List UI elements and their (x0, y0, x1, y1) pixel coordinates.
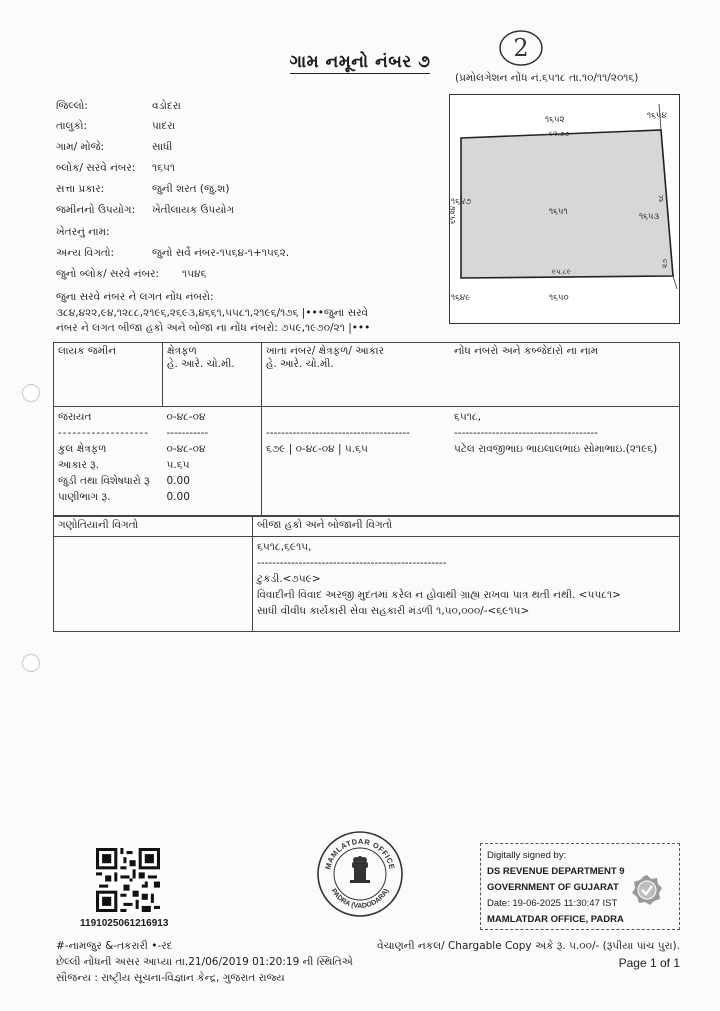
area-values-cell: ૦-૪૮-૦૪ ----------- ૦-૪૮-૦૪ ૫.૬૫ 0.00 0.00 (163, 407, 262, 516)
owner-name: પટેલ રાવજીભાઇ ભાઇલાલભાઇ સોમાભાઇ.(૨૧૯૬) (454, 443, 658, 455)
handwritten-digit: 2 (513, 34, 529, 62)
last-entry-status: છેલ્લી નોંધની અસર આપ્યા તા.21/06/2019 01:20:19 ની સ્થિતિએ (56, 956, 353, 968)
old-survey-notes (56, 290, 446, 337)
seal-top-text: MAMLATDAR OFFICE (323, 836, 397, 871)
old-notes-rights: નંબર ને લગત બીજા હકો અને બોજા ના નોંધ નંબરો: ૭૫૯,૧૯૭૦/૨૧ |••• (56, 322, 371, 334)
map-label-north: ૧૬૫૨ (545, 115, 565, 125)
emblem-icon (350, 856, 370, 883)
table-header-row (54, 343, 680, 407)
col-area: ક્ષેત્રફળ હે. આરે. ચો.મી. (163, 343, 262, 407)
punch-hole (22, 654, 40, 672)
map-dim-se: ૨૭ (661, 259, 669, 268)
parcel-polygon (461, 130, 673, 278)
col-owners: નોંધ નંબરો અને કબ્જેદારો ના નામ (450, 343, 680, 407)
account-cell: -------------------------------------- ૬૭૯ | ૦-૪૮-૦૪ | ૫.૬૫ (262, 407, 451, 516)
rights-entry: વિવાદીની વિવાદ અરજી મુદતમાં કરેલ ન હોવાથી ગ્રાહ્ય રાખવા પાત્ર થતી નથી. <૫૫૮૧> (257, 589, 621, 601)
rights-entry: સાધી વીવીધ કાર્યકારી સેવા સહકારી મંડળી ૧,૫૦,૦૦૦/-<૬૯૧૫> (257, 605, 530, 617)
map-dim-north: ૯૨.૭૭ (549, 130, 570, 138)
owner-cell: ૬૫૧૮, -------------------------------------- પટેલ રાવજીભાઇ ભાઇલાલભાઇ સોમાભાઇ.(૨૧૯૬) (450, 407, 680, 516)
account-entry: ૬૭૯ | ૦-૪૮-૦૪ | ૫.૬૫ (266, 443, 368, 455)
note-number: ૬૫૧૮, (454, 411, 482, 423)
qr-number: 1191025061216913 (80, 918, 169, 929)
rights-cell: ૬૫૧૮,૬૯૧૫, -------------------------------------------------- ટુકડી.<૭૫૯> વિવાદીની વિવાદ અરજી મુદતમાં કરેલ ન હોવાથી ગ્રાહ્ય રાખવા પાત્ર થતી નથી. <૫૫૮૧> સાધી વીવીધ કાર્યકારી સેવા સહકારી મંડળી ૧,૫૦,૦૦૦/-<૬૯૧૫> (253, 537, 680, 632)
document-title: ગામ નમૂનો નંબર ૭ (289, 52, 431, 72)
map-label-center: ૧૬૫૧ (549, 207, 568, 217)
rights-table (53, 516, 680, 632)
col-rights: બીજા હકો અને બોજાની વિગતો (253, 517, 680, 537)
courtesy-line: સૌજન્ય : રાષ્ટ્રીય સૂચના-વિજ્ઞાન કેન્દ્ર, ગુજરાત રાજ્ય (56, 972, 285, 984)
map-label-ne: ૧૬૫૪ (647, 111, 667, 121)
area-labels-cell: જરાયત ------------------- કુલ ક્ષેત્રફળ આકાર રૂ. જુડી તથા વિશેષધારો રૂ પાણીભાગ રૂ. (54, 407, 163, 516)
handwritten-number-mark (498, 28, 544, 68)
punch-hole (22, 384, 40, 402)
col-land: લાયક જમીન (54, 343, 163, 407)
mamlatdar-office-seal (316, 830, 404, 918)
promulgation-note: (પ્રમોલગેશન નોંધ નં.૬૫૧૮ તા.૧૦/૧૧/૨૦૧૬) (455, 72, 639, 84)
land-parcel-map (449, 94, 680, 324)
map-dim-west: ૬૧.૨૪ (449, 205, 457, 224)
legend-symbols: #-નામંજુર &-તકરારી •-રદ (56, 940, 173, 952)
rights-entry: ટુકડી.<૭૫૯> (257, 573, 321, 585)
map-dim-east: ૬૮ (657, 194, 665, 202)
map-label-sw: ૧૬૪૯ (451, 293, 471, 303)
chargeable-copy: વેચાણની નકલ/ Chargable Copy અંકે રૂ. ૫.૦૦/- (રૂપીયા પાંચ પુરા). (377, 940, 680, 952)
map-label-west: ૧૬૪૭ (451, 197, 472, 207)
col-tenancy: ગણોતિયાની વિગતો (54, 517, 253, 537)
map-label-east: ૧૬૫૩ (639, 212, 660, 222)
svg-text:PADRA (VADODARA) (330, 888, 391, 910)
verified-check-icon (631, 874, 663, 906)
tenancy-cell (54, 537, 253, 632)
land-ownership-table (53, 342, 680, 516)
rights-note-numbers: ૬૫૧૮,૬૯૧૫, (257, 541, 312, 553)
old-notes-numbers: ૩૮૪,૪૨૨,૯૪,૧૨૮૮,૨૧૯૬,૨૬૯૩,૪૬૬૧,૫૫૮૧,૨૧૯૬/૧૭૬ |•••જુના સરવે (56, 306, 369, 319)
qr-code-icon (96, 848, 160, 912)
col-account: ખાતા નંબર/ ક્ષેત્રફળ/ આકાર હે. આરે. ચો.મી. (262, 343, 451, 407)
digital-signature-box: Digitally signed by: DS REVENUE DEPARTMENT 9 GOVERNMENT OF GUJARAT Date: 19-06-2025 11:30:47 IST MAMLATDAR OFFICE, PADRA (480, 843, 680, 930)
page-number: Page 1 of 1 (618, 956, 680, 970)
map-dim-south: ૯૫.૮૯ (552, 268, 571, 276)
map-label-south: ૧૬૫૦ (549, 293, 569, 303)
seal-bottom-text: PADRA (VADODARA) (329, 887, 391, 911)
table-body-row (54, 407, 680, 516)
old-notes-label: જુના સરવે નંબર ને લગત નોંધ નંબરો: (56, 291, 214, 303)
